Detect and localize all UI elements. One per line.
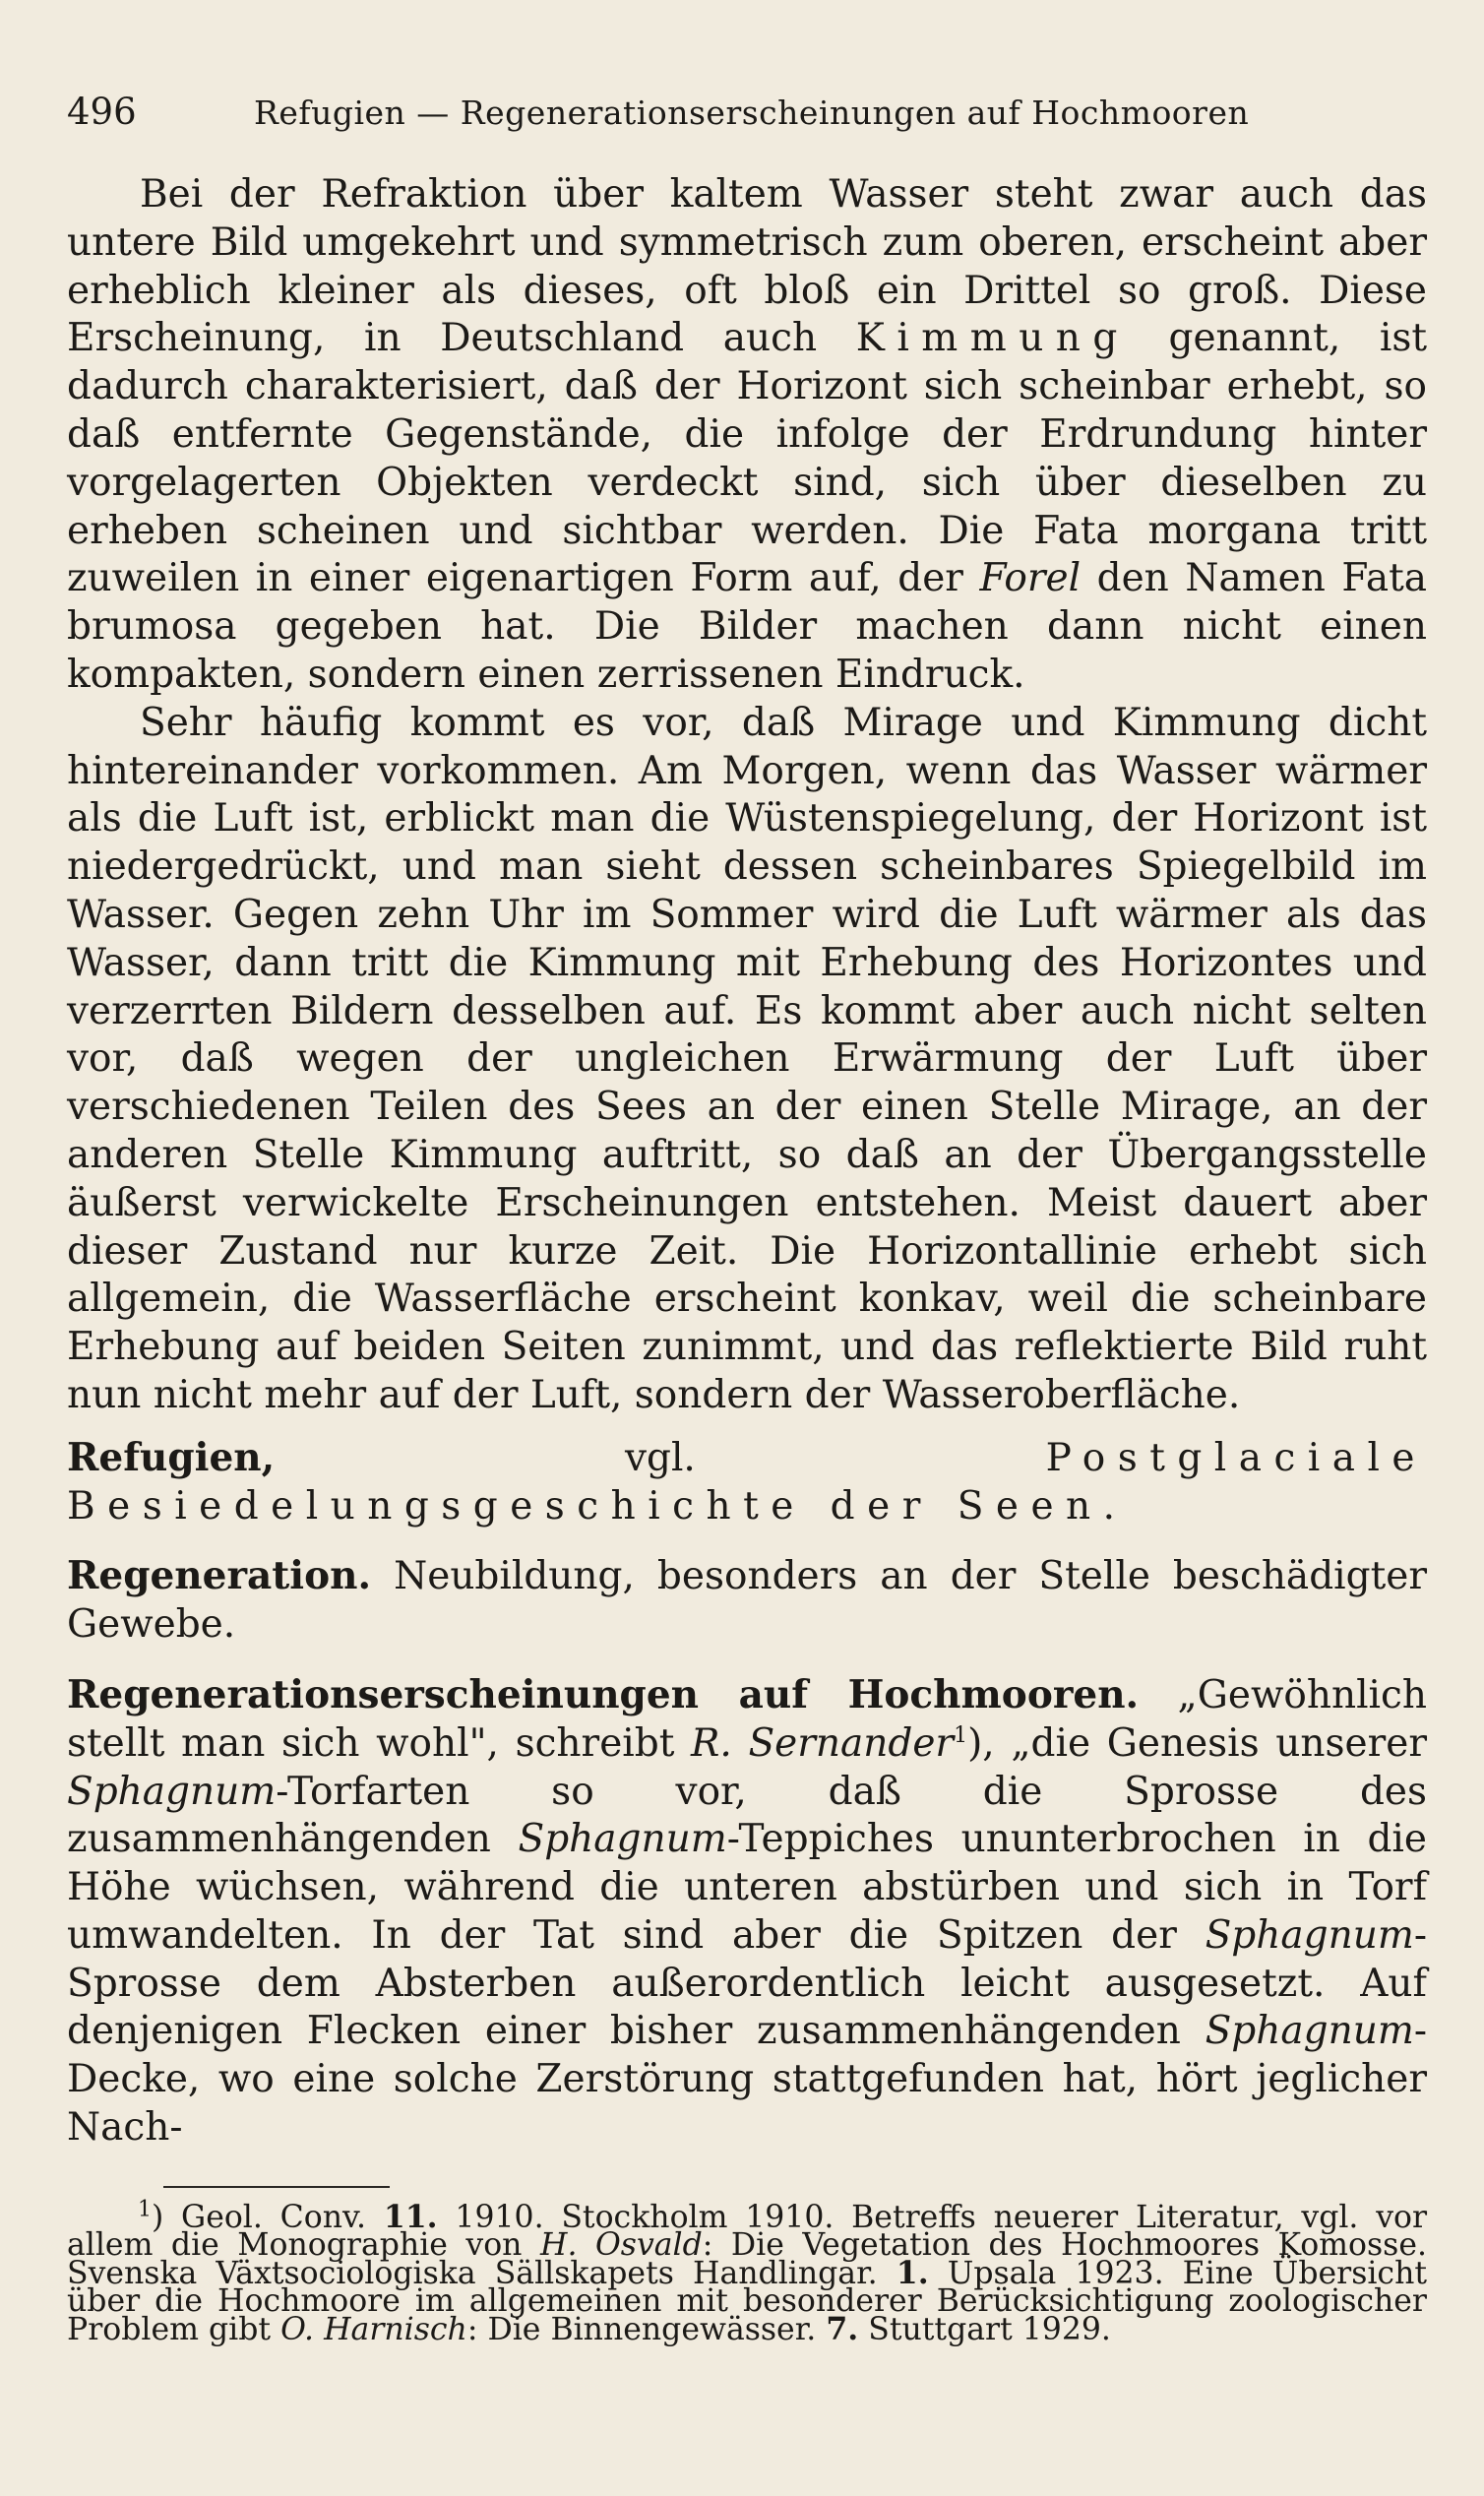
author-name: R. Sernander [691, 1720, 955, 1766]
author-name: H. Osvald [539, 2227, 703, 2264]
entry-lemma: Refugien, [67, 1434, 276, 1480]
taxon-name: Sphagnum [67, 1769, 277, 1814]
footnote-mark: 1 [954, 1722, 968, 1748]
cross-reference: Postglaciale Besiedelungsgeschichte der Seen. [67, 1435, 1427, 1529]
entry-lemma: Regenerationserscheinungen auf Hochmooren. [67, 1671, 1140, 1717]
entry-lemma: Regeneration. [67, 1553, 372, 1599]
author-name: Forel [979, 556, 1082, 601]
footnote-mark: 1 [138, 2197, 152, 2222]
footnote-rule [163, 2186, 390, 2188]
entry-refugien: Refugien, vgl. Postglaciale Besiedelungsgeschichte der Seen. [67, 1434, 1427, 1529]
spaced-term: Kimmung [855, 316, 1130, 361]
taxon-name: Sphagnum [1205, 1912, 1414, 1958]
entry-regeneration: Regeneration. Neubildung, besonders an der Stelle beschädigter Gewebe. [67, 1553, 1427, 1648]
page-header [67, 91, 1427, 150]
page-number: 496 [67, 91, 137, 133]
paragraph-kimmung: Bei der Refraktion über kaltem Wasser steht zwar auch das untere Bild umgekehrt und symmetrisch zum oberen, erscheint aber erheblich kleiner als dieses, oft bloß ein Drittel so groß. Diese Erscheinung, in Deutschland auch Kimmung genannt, ist dadurch charakterisiert, daß der Horizont sich scheinbar erhebt, so daß entfernte Gegenstände, die infolge der Erdrundung hinter vorgelagerten Objekten verdeckt sind, sich über dieselben zu erheben scheinen und sichtbar werden. Die Fata morgana tritt zuweilen in einer eigenartigen Form auf, der Forel den Namen Fata brumosa gegeben hat. Die Bilder machen dann nicht einen kompakten, sondern einen zerrissenen Eindruck. [67, 172, 1428, 697]
page-body [67, 171, 1427, 2153]
footnote-1: $^1$) Geol. Conv. 11. 1910. Stockholm 1910. Betreffs neuerer Literatur, vgl. vor allem die Monographie von H. Osvald: Die Vegetation des Hochmoores Komosse. Svenska Växtsociologiska Sällskapets Handlingar. 1. Upsala 1923. Eine Übersicht über die Hochmoore im allgemeinen mit besonderer Berücksichtigung zoologischer Problem gibt O. Harnisch: Die Binnengewässer. 7. Stuttgart 1929. [67, 2197, 1428, 2347]
author-name: O. Harnisch [280, 2311, 467, 2347]
running-title: Refugien — Regenerationserscheinungen auf Hochmooren [254, 94, 1250, 132]
footnotes [67, 2197, 1428, 2347]
paragraph-mirage: Sehr häufig kommt es vor, daß Mirage und Kimmung dicht hintereinander vorkommen. Am Morgen, wenn das Wasser wärmer als die Luft ist, erblickt man die Wüstenspiegelung, der Horizont ist niedergedrückt, und man sieht dessen scheinbares Spiegelbild im Wasser. Gegen zehn Uhr im Sommer wird die Luft wärmer als das Wasser, dann tritt die Kimmung mit Erhebung des Horizontes und verzerrten Bildern desselben auf. Es kommt aber auch nicht selten vor, daß wegen der ungleichen Erwärmung der Luft über verschiedenen Teilen des Sees an der einen Stelle Mirage, an der anderen Stelle Kimmung auftritt, so daß an der Übergangsstelle äußerst verwickelte Erscheinungen entstehen. Meist dauert aber dieser Zustand nur kurze Zeit. Die Horizontallinie erhebt sich allgemein, die Wasserfläche erscheint konkav, weil die scheinbare Erhebung auf beiden Seiten zunimmt, und das reflektierte Bild ruht nun nicht mehr auf der Luft, sondern der Wasseroberfläche. [67, 700, 1427, 1417]
taxon-name: Sphagnum [1205, 2009, 1414, 2054]
taxon-name: Sphagnum [518, 1817, 727, 1862]
entry-regenerationserscheinungen: Regenerationserscheinungen auf Hochmooren. „Gewöhnlich stellt man sich wohl", schreibt R. Sernander$^1$), „die Genesis unserer Sphagnum-Torfarten so vor, daß die Sprosse des zusammenhängenden Sphagnum-Teppiches ununterbrochen in die Höhe wüchsen, während die unteren abstürben und sich in Torf umwandelten. In der Tat sind aber die Spitzen der Sphagnum-Sprosse dem Absterben außerordentlich leicht ausgesetzt. Auf denjenigen Flecken einer bisher zusammenhängenden Sphagnum-Decke, wo eine solche Zerstörung stattgefunden hat, hört jeglicher Nach- [67, 1671, 1427, 2151]
